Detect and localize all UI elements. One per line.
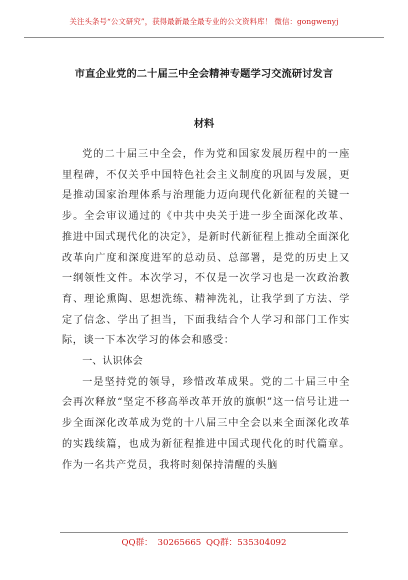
document-subtitle: 材料	[193, 118, 215, 130]
document-title: 市直企业党的二十届三中全会精神专题学习交流研讨发言	[74, 68, 334, 80]
page-header	[24, 8, 384, 38]
section-heading: 一、认识体会	[82, 356, 143, 368]
page-footer	[60, 532, 348, 562]
footer-contact: QQ群： 30265665 QQ群：535304092	[121, 538, 287, 548]
footer-divider	[60, 532, 348, 533]
body-paragraph: 党的二十届三中全会，作为党和国家发展历程中的一座里程碑，不仅关乎中国特色社会主义制度的巩固与发展，更是推动国家治理体系与治理能力迈向现代化新征程的关键一步。全会审议通过的《中共中央关于进一步全面深化改革、推进中国式现代化的决定》，是新时代新征程上推动全面深化改革向广度和深度进军的总动员、总部署，是党的历史上又一纲领性文件。本次学习，不仅是一次学习也是一次政治教育、理论熏陶、思想洗练、精神洗礼，让我学到了方法、学定了信念、学出了担当，下面我结合个人学习和部门工作实际，谈一下本次学习的体会和感受：	[62, 149, 350, 347]
body-paragraph: 一是坚持党的领导，珍惜改革成果。党的二十届三中全会再次释放“坚定不移高举改革开放的旗帜”这一信号让进一步全面深化改革成为党的十八届三中全会以来全面深化改革的实践续篇，也成为新征程推进中国式现代化的时代篇章。作为一名共产党员，我将时刻保持清醒的头脑	[62, 376, 350, 471]
document-body	[62, 145, 350, 476]
header-notice: 关注头条号“公文研究”，获得最新最全最专业的公文资料库！ 微信：gongwenyj	[69, 17, 339, 26]
header-divider	[24, 37, 384, 38]
